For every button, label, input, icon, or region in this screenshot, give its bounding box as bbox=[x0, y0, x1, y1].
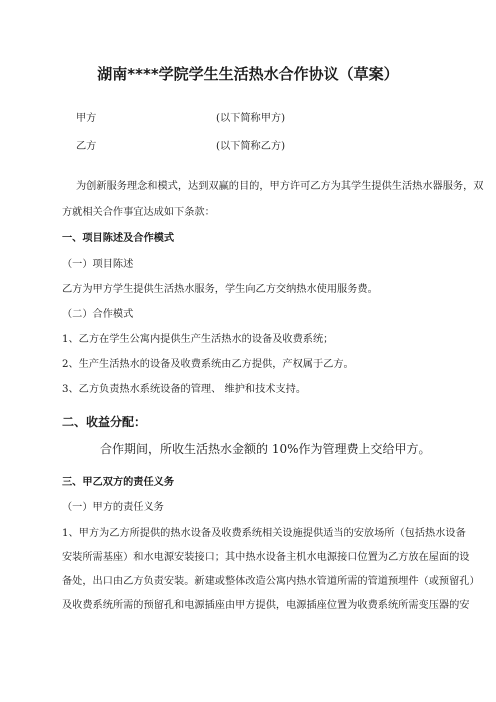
section1-item-1: 1、乙方在学生公寓内提供生产生活热水的设备及收费系统； bbox=[62, 334, 334, 345]
section1-sub2: （二）合作模式 bbox=[62, 309, 134, 320]
section3-para-line-3: 备处，出口由乙方负责安装。新建或整体改造公寓内热水管道所需的管道预埋件（或预留孔） bbox=[62, 576, 480, 587]
section1-sub1-text: 乙方为甲方学生提供生活热水服务，学生向乙方交纳热水使用服务费。 bbox=[62, 284, 378, 295]
section1-sub1: （一）项目陈述 bbox=[62, 259, 134, 270]
section2-text: 合作期间，所收生活热水金额的 10%作为管理费上交给甲方。 bbox=[100, 442, 431, 456]
section3-para-line-4: 及收费系统所需的预留孔和电源插座由甲方提供，电源插座位置为收费系统所需变压器的安 bbox=[62, 600, 470, 611]
intro-line-1: 为创新服务理念和模式，达到双赢的目的，甲方许可乙方为其学生提供生活热水器服务，双 bbox=[76, 181, 484, 192]
section2-heading: 二、收益分配： bbox=[62, 415, 147, 429]
party-b-label: 乙方 bbox=[76, 141, 97, 152]
section3-heading: 三、甲乙双方的责任义务 bbox=[62, 477, 175, 488]
party-a-label: 甲方 bbox=[76, 113, 97, 124]
party-b-note: (以下简称乙方) bbox=[216, 141, 286, 152]
section3-para-line-1: 1、甲方为乙方所提供的热水设备及收费系统相关设施提供适当的安放场所（包括热水设备 bbox=[62, 528, 466, 539]
section3-sub1: （一）甲方的责任义务 bbox=[62, 502, 164, 513]
section1-item-2: 2、生产生活热水的设备及收费系统由乙方提供，产权属于乙方。 bbox=[62, 359, 354, 370]
section1-item-3: 3、乙方负责热水系统设备的管理、 维护和技术支持。 bbox=[62, 384, 307, 395]
intro-line-2: 方就相关合作事宜达成如下条款： bbox=[62, 207, 215, 218]
section3-para-line-2: 安装所需基座）和水电源安装接口；其中热水设备主机水电源接口位置为乙方放在屋面的设 bbox=[62, 552, 470, 563]
document-title: 湖南****学院学生生活热水合作协议（草案） bbox=[97, 65, 399, 83]
party-a-note: (以下简称甲方) bbox=[216, 113, 286, 124]
section1-heading: 一、项目陈述及合作模式 bbox=[62, 233, 175, 244]
